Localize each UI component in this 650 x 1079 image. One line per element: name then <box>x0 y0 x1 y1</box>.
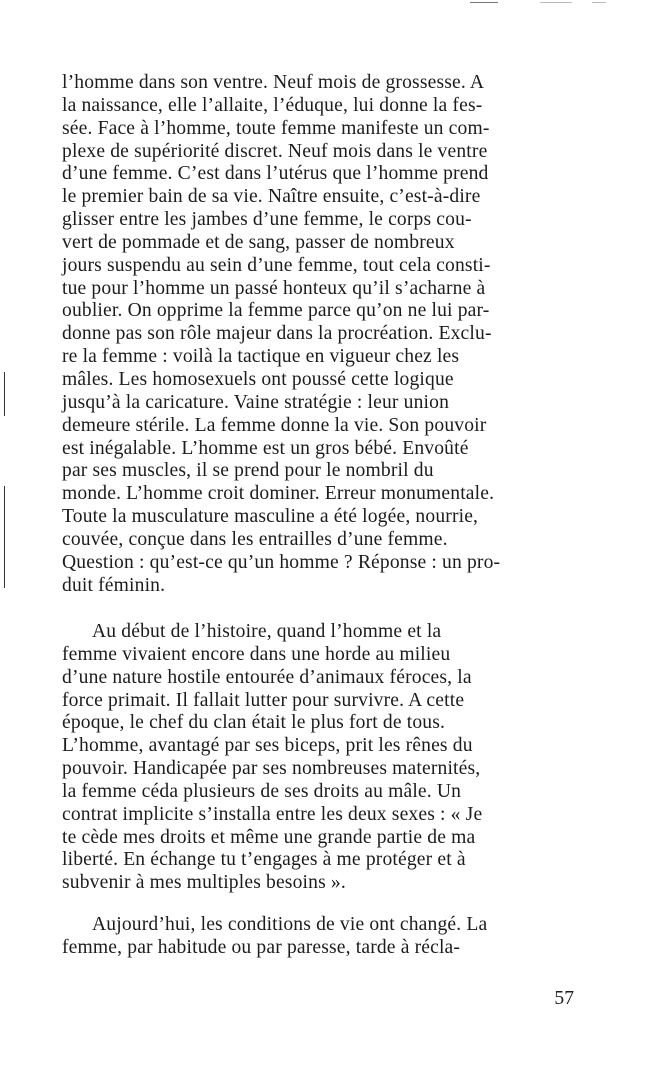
text-line: par ses muscles, il se prend pour le nombril du <box>62 460 434 482</box>
text-line: oublier. On opprime la femme parce qu’on ne lui par- <box>62 300 490 322</box>
text-line: est inégalable. L’homme est un gros bébé. Envoûté <box>62 437 469 459</box>
top-edge-mark <box>540 2 572 3</box>
text-line: le premier bain de sa vie. Naître ensuite, c’est-à-dire <box>62 186 481 208</box>
text-line: l’homme dans son ventre. Neuf mois de grossesse. A <box>62 72 485 93</box>
text-line: pouvoir. Handicapée par ses nombreuses maternités, <box>62 758 481 780</box>
text-line: subvenir à mes multiples besoins ». <box>62 872 346 894</box>
text-line: plexe de supériorité discret. Neuf mois dans le ventre <box>62 140 488 162</box>
text-line: Aujourd’hui, les conditions de vie ont changé. La <box>92 914 488 935</box>
text-line: époque, le chef du clan était le plus fort de tous. <box>62 712 446 734</box>
paragraph-3 <box>62 914 574 960</box>
text-line: d’une nature hostile entourée d’animaux féroces, la <box>62 666 472 688</box>
text-line: d’une femme. C’est dans l’utérus que l’homme prend <box>62 163 489 185</box>
text-line: te cède mes droits et même une grande partie de ma <box>62 826 476 848</box>
text-line: tue pour l’homme un passé honteux qu’il s’acharne à <box>62 277 486 299</box>
text-line: la femme céda plusieurs de ses droits au mâle. Un <box>62 780 462 802</box>
text-line: vert de pommade et de sang, passer de nombreux <box>62 231 455 253</box>
text-line: force primait. Il fallait lutter pour survivre. A cette <box>62 689 465 711</box>
text-line: liberté. En échange tu t’engages à me protéger et à <box>62 849 466 871</box>
top-edge-mark <box>470 2 498 3</box>
text-line: contrat implicite s’installa entre les deux sexes : « Je <box>62 803 483 825</box>
text-line: sée. Face à l’homme, toute femme manifeste un com- <box>62 117 490 139</box>
text-line: mâles. Les homosexuels ont poussé cette logique <box>62 368 454 390</box>
text-line: femme vivaient encore dans une horde au milieu <box>62 643 451 665</box>
text-line: femme, par habitude ou par paresse, tarde à récla- <box>62 936 461 958</box>
margin-bar <box>4 372 5 416</box>
text-line: Question : qu’est-ce qu’un homme ? Réponse : un pro- <box>62 551 501 573</box>
text-line: jours suspendu au sein d’une femme, tout cela consti- <box>62 254 491 276</box>
text-line: couvée, conçue dans les entrailles d’une femme. <box>62 528 448 550</box>
text-line: jusqu’à la caricature. Vaine stratégie : leur union <box>62 391 450 413</box>
text-line: la naissance, elle l’allaite, l’éduque, lui donne la fes- <box>62 94 483 116</box>
paragraph-1 <box>62 72 574 597</box>
text-line: demeure stérile. La femme donne la vie. Son pouvoir <box>62 414 487 436</box>
text-line: re la femme : voilà la tactique en vigueur chez les <box>62 346 460 368</box>
text-line: Toute la musculature masculine a été logée, nourrie, <box>62 506 479 528</box>
paragraph-2 <box>62 621 574 895</box>
text-line: glisser entre les jambes d’une femme, le corps cou- <box>62 209 472 231</box>
text-line: Au début de l’histoire, quand l’homme et la <box>92 621 442 642</box>
text-line: monde. L’homme croit dominer. Erreur monumentale. <box>62 483 495 505</box>
text-line: L’homme, avantagé par ses biceps, prit les rênes du <box>62 735 473 757</box>
margin-bar <box>4 486 5 588</box>
text-line: duit féminin. <box>62 574 166 596</box>
top-edge-mark <box>592 2 606 3</box>
page-number: 57 <box>554 988 574 1009</box>
text-line: donne pas son rôle majeur dans la procréation. Exclu- <box>62 323 492 345</box>
